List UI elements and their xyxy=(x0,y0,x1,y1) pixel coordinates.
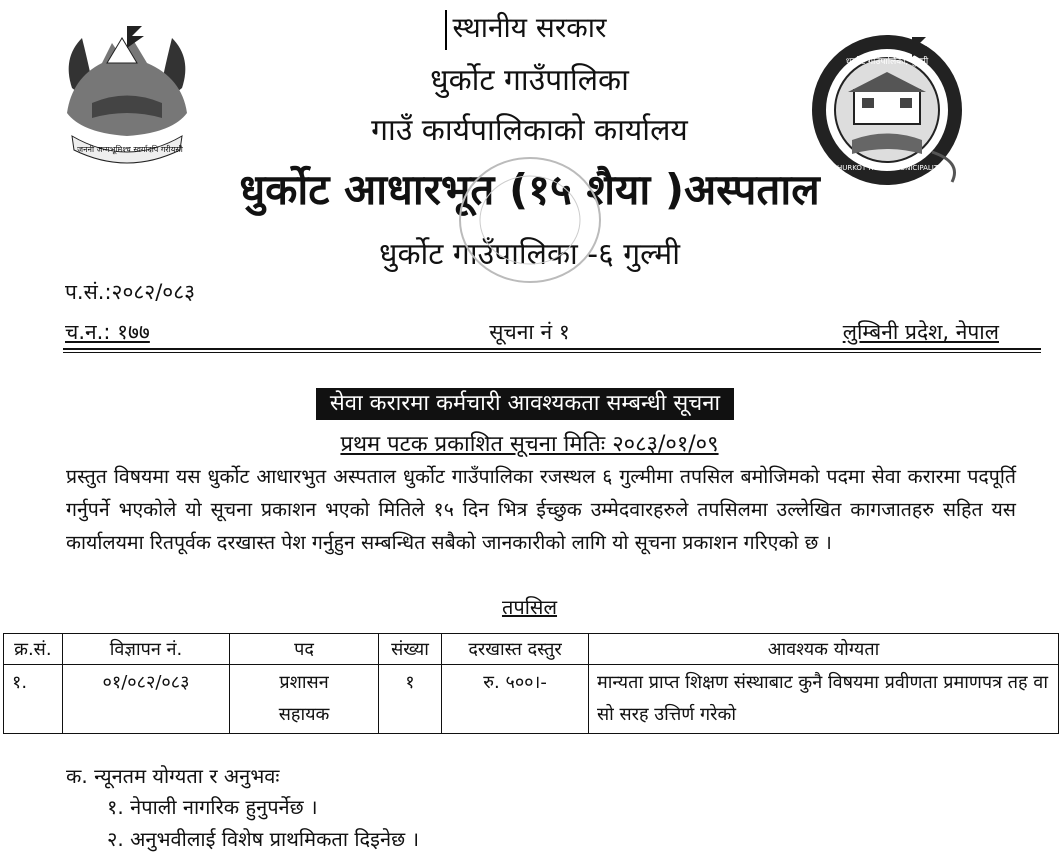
header-local-government: स्थानीय सरकार xyxy=(452,11,607,44)
header-divider-thin xyxy=(63,352,1041,353)
col-serial: क्र.सं. xyxy=(4,634,63,665)
post-line-1: प्रशासन xyxy=(279,672,329,693)
vacancy-table xyxy=(3,633,1059,734)
office-stamp xyxy=(450,150,610,300)
cell-fee: रु. ५००।- xyxy=(442,665,589,734)
emblem-caption: जननी जन्मभूमिश्च स्वर्गादपि गरीयसी xyxy=(77,145,183,154)
schedule-heading: तपसिल xyxy=(501,595,558,619)
cell-count: १ xyxy=(378,665,441,734)
notice-number: सूचना नं १ xyxy=(489,320,570,344)
requirement-item: १. नेपाली नागरिक हुनुपर्नेछ । xyxy=(107,795,318,819)
publication-date: प्रथम पटक प्रकाशित सूचना मितिः २०८३/०१/०९ xyxy=(340,432,719,457)
header-municipality: धुर्कोट गाउँपालिका xyxy=(430,63,629,98)
table-header-row xyxy=(4,634,1059,665)
dispatch-number: च.न.: १७७ xyxy=(65,320,150,344)
col-count: संख्या xyxy=(378,634,441,665)
logo-bottom-text: DHURKOT RURAL MUNICIPALITY xyxy=(831,164,943,172)
requirements-heading: क. न्यूनतम योग्यता र अनुभवः xyxy=(66,764,280,788)
cell-qualification: मान्यता प्राप्त शिक्षण संस्थाबाट कुनै विषयमा प्रवीणता प्रमाणपत्र तह वा सो सरह उत्तिर्ण गरेको xyxy=(588,665,1058,734)
table-row xyxy=(4,665,1059,734)
cell-serial: १. xyxy=(4,665,63,734)
cell-post xyxy=(230,665,378,734)
header-office: गाउँ कार्यपालिकाको कार्यालय xyxy=(371,113,688,148)
logo-top-text: धुर्कोट गाउँपालिका, गुल्मी xyxy=(845,57,929,67)
notice-body: प्रस्तुत विषयमा यस धुर्कोट आधारभुत अस्पताल धुर्कोट गाउँपालिका रजस्थल ६ गुल्मीमा तपसिल बमोजिमको पदमा सेवा करारमा पदपूर्ति गर्नुपर्ने भएकोले यो सूचना प्रकाशन भएको मितिले १५ दिन भित्र ईच्छुक उम्मेदवारहरुले तपसिलमा उल्लेखित कागजातहरु सहित यस कार्यालयमा रितपूर्वक दरखास्त पेश गर्नुहुन सम्बन्धित सबैको जानकारीको लागि यो सूचना प्रकाशन गरिएको छ । xyxy=(66,465,1016,554)
province-address: लुम्बिनी प्रदेश, नेपाल xyxy=(842,320,999,344)
header-address: धुर्कोट गाउँपालिका -६ गुल्मी xyxy=(379,237,680,272)
col-qualification: आवश्यक योग्यता xyxy=(588,634,1058,665)
reference-number: प.सं.:२०८२/०८३ xyxy=(65,280,196,304)
header-hospital-name: धुर्कोट आधारभूत (१५ शैया )अस्पताल xyxy=(239,165,820,214)
col-post: पद xyxy=(230,634,378,665)
col-ad-number: विज्ञापन नं. xyxy=(62,634,230,665)
requirement-item: २. अनुभवीलाई विशेष प्राथमिकता दिइनेछ । xyxy=(107,827,420,851)
post-line-2: सहायक xyxy=(278,704,330,725)
cell-ad-number: ०१/०८२/०८३ xyxy=(62,665,230,734)
municipality-logo xyxy=(812,32,972,200)
col-fee: दरखास्त दस्तुर xyxy=(442,634,589,665)
header-divider xyxy=(63,348,1041,350)
notice-title: सेवा करारमा कर्मचारी आवश्यकता सम्बन्धी सूचना xyxy=(316,388,734,420)
